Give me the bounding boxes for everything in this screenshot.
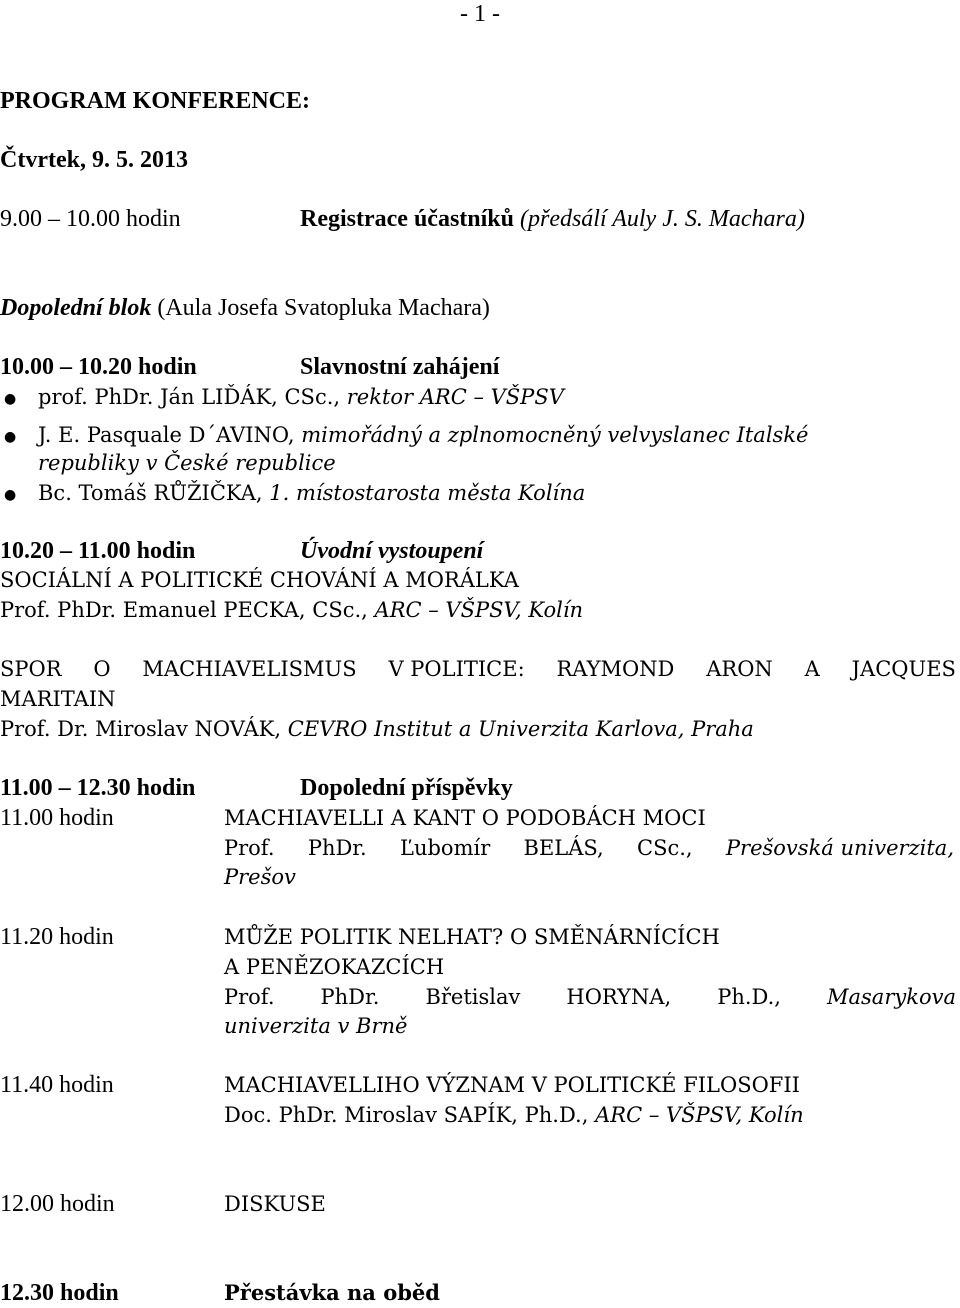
speaker-affiliation: Prešovská univerzita,	[725, 836, 954, 860]
speaker-affiliation: ARC – VŠPSV, Kolín	[595, 1103, 804, 1127]
intro-talk2-speaker	[0, 714, 754, 744]
intro-time: 10.20 – 11.00 hodin	[0, 538, 196, 564]
contribution-2-speaker	[224, 982, 956, 1012]
lunch-title: Přestávka na oběd	[224, 1280, 440, 1305]
speaker-role: 1. místostarosta města Kolína	[269, 481, 586, 505]
speaker-word: CSc.,	[637, 836, 693, 860]
intro-talk2-title-cont: MARITAIN	[0, 687, 116, 711]
speaker-affiliation: ARC – VŠPSV, Kolín	[374, 598, 584, 622]
intro-title: Úvodní vystoupení	[300, 538, 484, 564]
speaker-name: prof. PhDr. Ján LIĎÁK, CSc.,	[38, 385, 341, 409]
speaker-word: Prof.	[224, 985, 275, 1009]
contributions-time: 11.00 – 12.30 hodin	[0, 775, 196, 801]
speaker-name: Doc. PhDr. Miroslav SAPÍK, Ph.D.,	[224, 1103, 589, 1127]
block-heading	[0, 293, 490, 323]
bullet-icon: ●	[4, 391, 17, 407]
contributions-title: Dopolední příspěvky	[300, 775, 513, 801]
speaker-word: HORYNA,	[566, 985, 672, 1009]
discussion-time: 12.00 hodin	[0, 1191, 115, 1217]
intro-talk2-title	[0, 654, 956, 684]
speaker-word: Prof.	[224, 836, 275, 860]
lunch-time: 12.30 hodin	[0, 1280, 119, 1306]
speaker-name: Prof. PhDr. Emanuel PECKA, CSc.,	[0, 598, 368, 622]
title-word: ARON	[706, 657, 773, 681]
title-word: MACHIAVELISMUS	[142, 657, 357, 681]
speaker-name: J. E. Pasquale D´AVINO,	[38, 423, 295, 447]
contribution-1-speaker	[224, 833, 954, 863]
opening-speaker-2	[38, 420, 808, 450]
opening-speaker-2-role-cont: republiky v České republice	[38, 451, 336, 475]
registration-entry	[300, 204, 805, 234]
contribution-1-title: MACHIAVELLI A KANT O PODOBÁCH MOCI	[224, 806, 706, 830]
contribution-2-time: 11.20 hodin	[0, 924, 114, 950]
contribution-1-time: 11.00 hodin	[0, 805, 114, 831]
title-word: A	[804, 657, 820, 681]
speaker-role: mimořádný a zplnomocněný velvyslanec Italské	[301, 423, 809, 447]
speaker-word: Břetislav	[425, 985, 521, 1009]
speaker-word: BELÁS,	[523, 836, 604, 860]
title-word: JACQUES	[851, 657, 956, 681]
speaker-name: Bc. Tomáš RŮŽIČKA,	[38, 481, 263, 505]
contribution-3-time: 11.40 hodin	[0, 1072, 114, 1098]
title-word: SPOR	[0, 657, 62, 681]
contribution-3-speaker	[224, 1100, 804, 1130]
day-date: Čtvrtek, 9. 5. 2013	[0, 147, 188, 173]
speaker-word: Ľubomír	[400, 836, 491, 860]
opening-time: 10.00 – 10.20 hodin	[0, 354, 197, 380]
speaker-affiliation: Masarykova	[827, 985, 956, 1009]
title-word: O	[93, 657, 111, 681]
title-word: RAYMOND	[556, 657, 675, 681]
contribution-1-affiliation-cont: Prešov	[224, 865, 296, 889]
bullet-icon: ●	[4, 429, 17, 445]
contribution-3-title: MACHIAVELLIHO VÝZNAM V POLITICKÉ FILOSOFII	[224, 1073, 800, 1097]
contribution-2-title-cont: A PENĚZOKAZCÍCH	[224, 955, 445, 979]
contribution-2-title: MŮŽE POLITIK NELHAT? O SMĚNÁRNÍCÍCH	[224, 925, 720, 949]
speaker-affiliation: CEVRO Institut a Univerzita Karlova, Praha	[287, 717, 754, 741]
block-title: Dopolední blok	[0, 295, 152, 321]
contribution-2-affiliation-cont: univerzita v Brně	[224, 1014, 408, 1038]
bullet-icon: ●	[4, 487, 17, 503]
program-title: PROGRAM KONFERENCE:	[0, 88, 310, 114]
speaker-word: PhDr.	[320, 985, 380, 1009]
speaker-name: Prof. Dr. Miroslav NOVÁK,	[0, 717, 282, 741]
discussion-title: DISKUSE	[224, 1192, 326, 1216]
opening-speaker-1	[38, 382, 564, 412]
registration-title: Registrace účastníků	[300, 206, 514, 232]
intro-talk1-speaker	[0, 595, 583, 625]
registration-time: 9.00 – 10.00 hodin	[0, 206, 181, 232]
intro-talk1-title: SOCIÁLNÍ A POLITICKÉ CHOVÁNÍ A MORÁLKA	[0, 568, 519, 592]
speaker-word: Ph.D.,	[717, 985, 781, 1009]
title-word: V POLITICE:	[388, 657, 525, 681]
speaker-role: rektor ARC – VŠPSV	[346, 385, 564, 409]
speaker-word: PhDr.	[307, 836, 367, 860]
registration-place: (předsálí Auly J. S. Machara)	[519, 206, 805, 232]
opening-speaker-3	[38, 478, 585, 508]
opening-title: Slavnostní zahájení	[300, 354, 500, 380]
page-number: - 1 -	[460, 1, 500, 27]
block-place: (Aula Josefa Svatopluka Machara)	[157, 295, 490, 321]
